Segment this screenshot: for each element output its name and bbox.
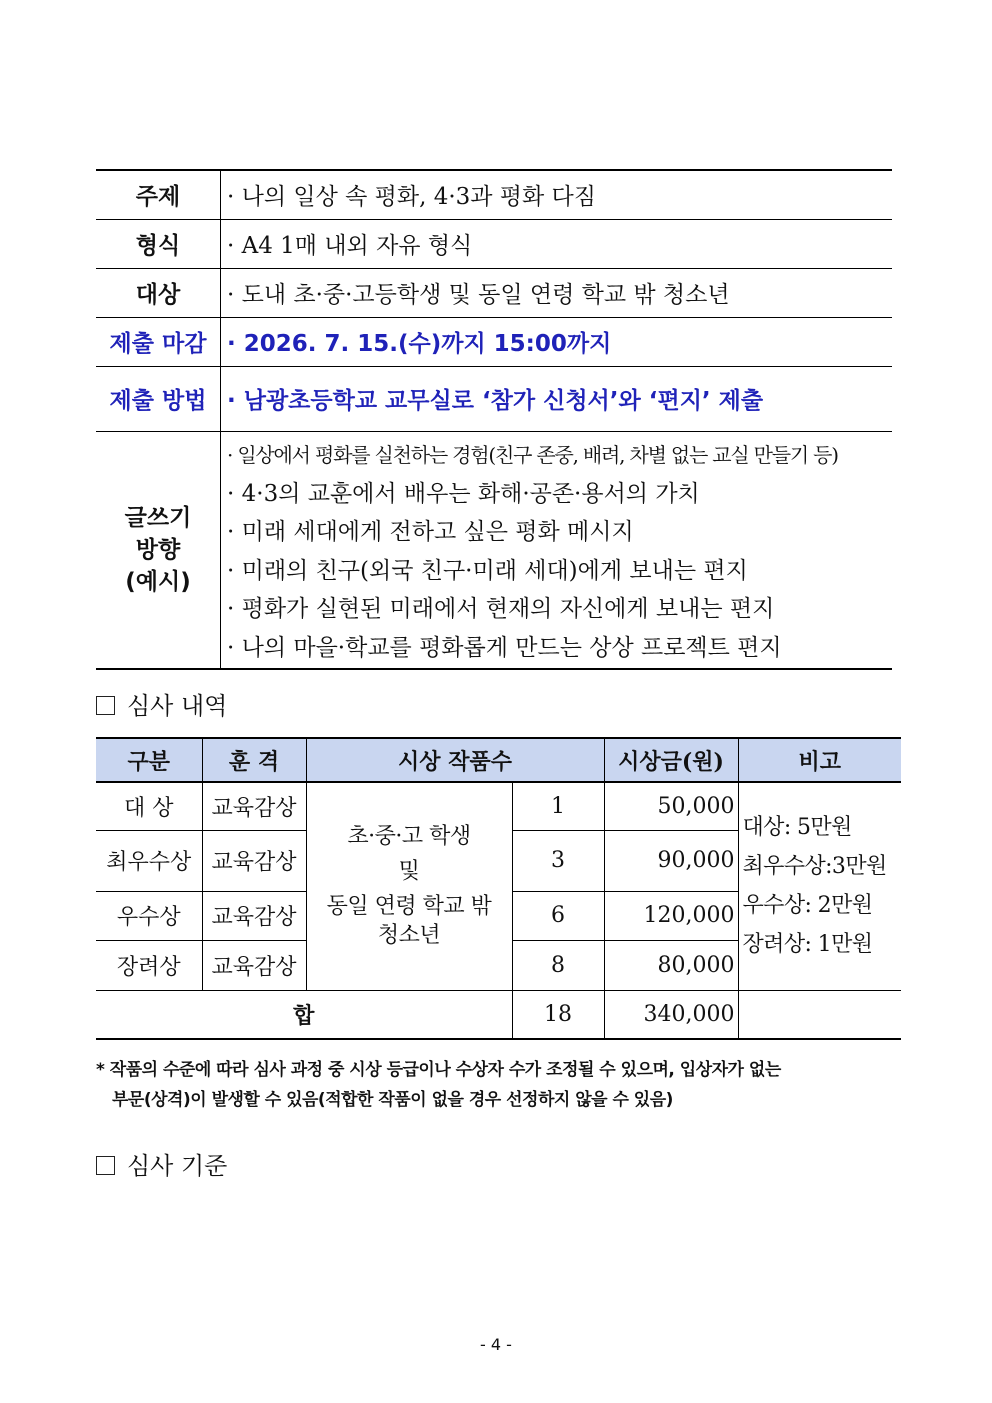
info-label: 제출 마감 [96,317,221,366]
checkbox-square-icon [96,696,115,715]
header-cell: 구분 [96,738,202,782]
award-grade: 교육감상 [202,830,306,891]
info-label: 제출 방법 [96,366,221,431]
direction-item: · 미래 세대에게 전하고 싶은 평화 메시지 [227,519,634,546]
direction-list [221,431,893,669]
award-table [96,737,901,1040]
info-row-format [96,219,892,268]
award-amount: 80,000 [604,940,738,990]
award-count: 3 [512,830,604,891]
info-value: · 도내 초·중·고등학생 및 동일 연령 학교 밖 청소년 [227,282,730,308]
award-category: 최우수상 [96,830,202,891]
info-value: · 남광초등학교 교무실로 ‘참가 신청서’와 ‘편지’ 제출 [227,388,764,414]
info-row-deadline [96,317,892,366]
section-heading-review [96,686,227,721]
direction-label-line: 방향 [135,536,181,563]
footnote-line: * 작품의 수준에 따라 심사 과정 중 시상 등급이나 수상자 수가 조정될 수 있으며, 입상자가 없는 [96,1060,781,1080]
note-line: 대상: 5만원 [742,815,852,841]
note-line: 장려상: 1만원 [742,932,873,958]
info-row-direction [96,431,892,669]
note-line: 우수상: 2만원 [742,893,873,919]
header-cell: 시상 작품수 [306,738,604,782]
sum-label: 합 [96,990,512,1039]
section-title: 심사 기준 [127,1152,228,1180]
direction-label-line: 글쓰기 [124,504,192,531]
award-grade: 교육감상 [202,782,306,830]
sum-row [96,990,901,1039]
award-count: 1 [512,782,604,830]
award-amount: 90,000 [604,830,738,891]
award-header-row [96,738,901,782]
footnote-line: 부문(상격)이 발생할 수 있음(적합한 작품이 없을 경우 선정하지 않을 수 있음) [112,1090,673,1110]
direction-item: · 평화가 실현된 미래에서 현재의 자신에게 보내는 편지 [227,596,775,623]
direction-label [96,431,221,669]
info-label: 형식 [96,219,221,268]
direction-label-line: (예시) [125,568,191,595]
section-title: 심사 내역 [127,692,228,720]
direction-item: · 나의 마을·학교를 평화롭게 만드는 상상 프로젝트 편지 [227,634,782,661]
info-row-method [96,366,892,431]
target-line: 및 [398,859,420,885]
award-count: 6 [512,891,604,940]
sum-amount: 340,000 [604,990,738,1039]
target-line: 청소년 [377,923,441,949]
header-cell: 시상금(원) [604,738,738,782]
sum-note [738,990,901,1039]
page-number: - 4 - [480,1335,512,1354]
info-value: · 2026. 7. 15.(수)까지 15:00까지 [227,331,612,357]
info-value: · 나의 일상 속 평화, 4·3과 평화 다짐 [227,184,596,211]
award-category: 장려상 [96,940,202,990]
info-label: 대상 [96,268,221,317]
award-notes [738,782,901,990]
award-amount: 120,000 [604,891,738,940]
direction-item: · 미래의 친구(외국 친구·미래 세대)에게 보내는 편지 [227,557,748,584]
award-grade: 교육감상 [202,940,306,990]
target-line: 초·중·고 학생 [347,824,471,850]
award-amount: 50,000 [604,782,738,830]
info-row-topic [96,170,892,219]
award-count: 8 [512,940,604,990]
award-target [306,782,512,990]
sum-count: 18 [512,990,604,1039]
section-heading-criteria [96,1146,227,1181]
target-line: 동일 연령 학교 밖 [326,894,492,920]
checkbox-square-icon [96,1156,115,1175]
info-table [96,169,892,670]
award-category: 우수상 [96,891,202,940]
note-line: 최우수상:3만원 [742,854,887,880]
header-cell: 비고 [738,738,901,782]
table-row [96,782,901,830]
info-label: 주제 [96,170,221,219]
footnote [96,1055,901,1115]
award-category: 대 상 [96,782,202,830]
direction-item: · 일상에서 평화를 실천하는 경험(친구 존중, 배려, 차별 없는 교실 만들기 등) [227,443,838,468]
info-value: · A4 1매 내외 자유 형식 [227,233,473,259]
direction-item: · 4·3의 교훈에서 배우는 화해·공존·용서의 가치 [227,480,700,507]
info-row-target [96,268,892,317]
header-cell: 훈 격 [202,738,306,782]
award-grade: 교육감상 [202,891,306,940]
